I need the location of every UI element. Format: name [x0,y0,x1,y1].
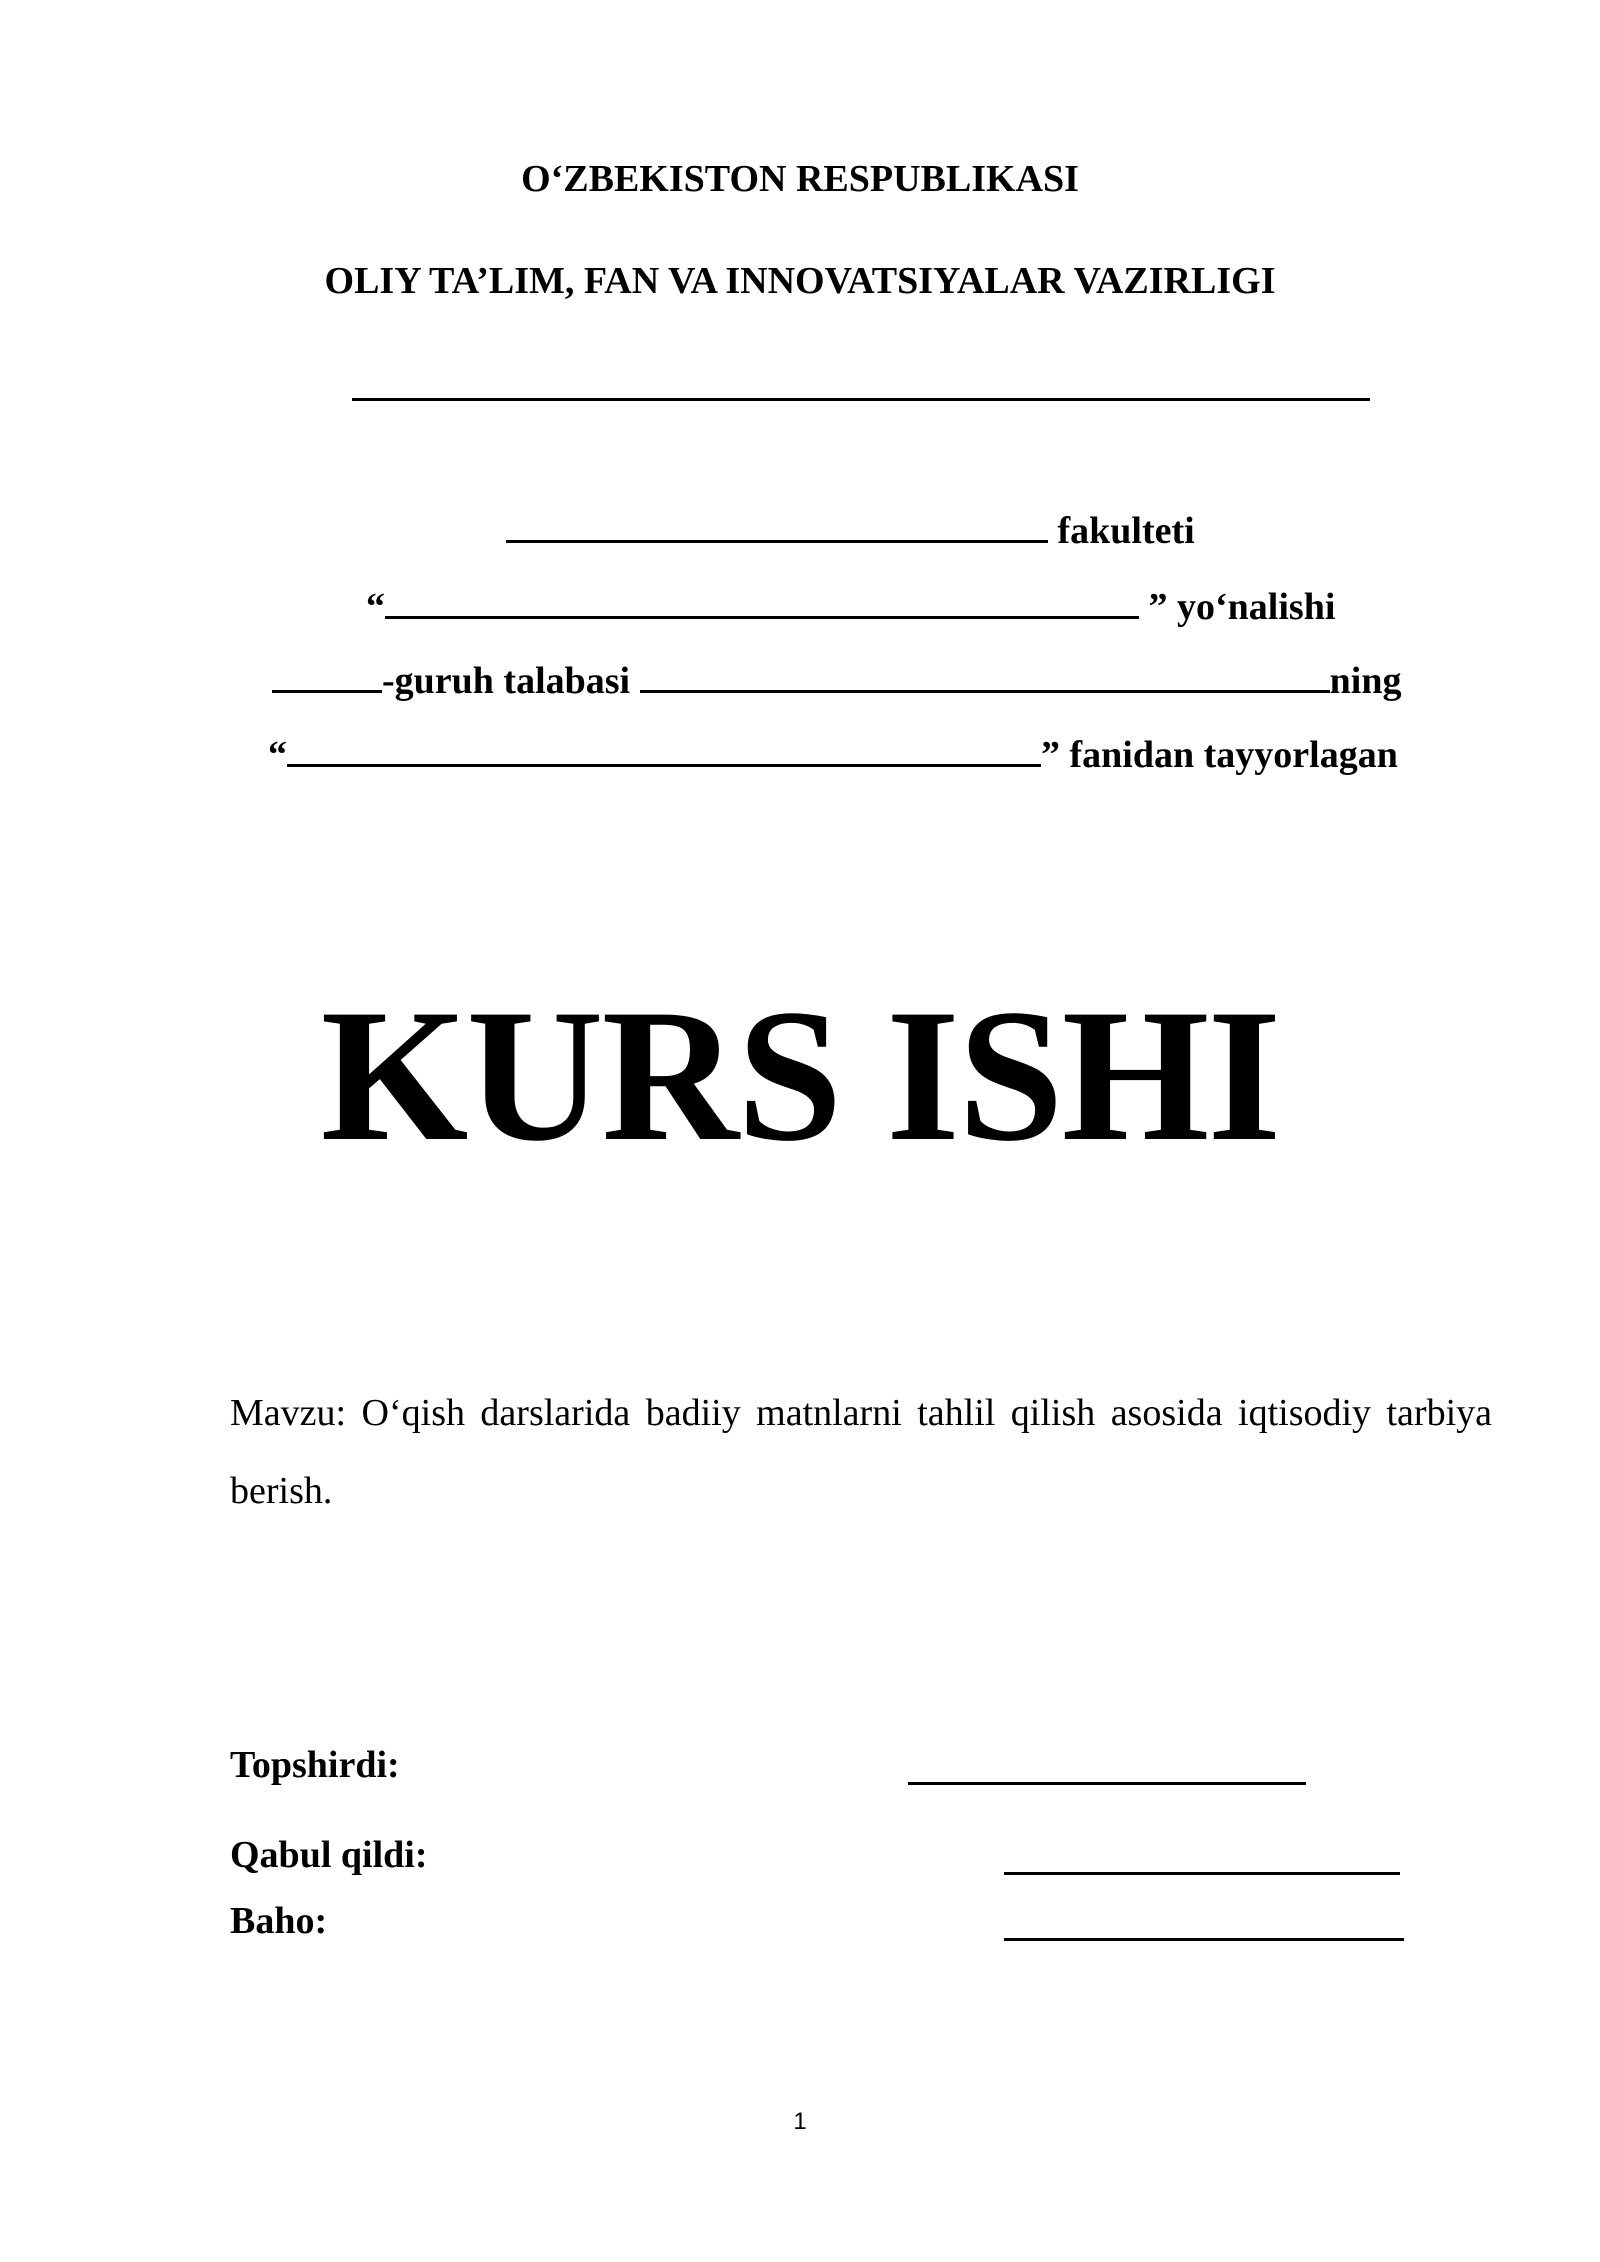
faculty-label: fakulteti [1057,510,1195,552]
direction-blank[interactable] [385,582,1139,619]
subject-label: ” fanidan tayyorlagan [1041,734,1398,776]
submitted-blank[interactable] [908,1782,1306,1785]
student-line [272,656,1401,704]
student-label: ning [1329,660,1402,702]
subject-blank[interactable] [287,730,1041,767]
faculty-blank[interactable] [506,506,1048,543]
ministry-header: OLIY TA’LIM, FAN VA INNOVATSIYALAR VAZIRLIGI [324,260,1276,302]
accepted-blank[interactable] [1004,1872,1400,1875]
page-number: 1 [793,2108,807,2135]
direction-open-quote: “ [366,586,385,628]
faculty-line [506,506,1195,554]
institution-blank-line[interactable] [352,398,1370,401]
country-header: O‘ZBEKISTON RESPUBLIKASI [521,158,1079,200]
topic-text: Mavzu: O‘qish darslarida badiiy matnlarni tahlil qilish asosida iqtisodiy tarbiya berish. [230,1392,1492,1512]
subject-open-quote: “ [268,734,287,776]
submitted-label: Topshirdi: [230,1744,400,1786]
document-title: KURS ISHI [320,971,1280,1181]
student-name-blank[interactable] [640,656,1330,693]
grade-label: Baho: [230,1900,328,1942]
accepted-label: Qabul qildi: [230,1834,428,1876]
direction-line [366,582,1335,630]
grade-blank[interactable] [1004,1938,1404,1941]
group-blank[interactable] [272,656,382,693]
group-label: -guruh talabasi [382,660,631,702]
subject-line [268,730,1398,778]
direction-label: ” yo‘nalishi [1148,586,1336,628]
